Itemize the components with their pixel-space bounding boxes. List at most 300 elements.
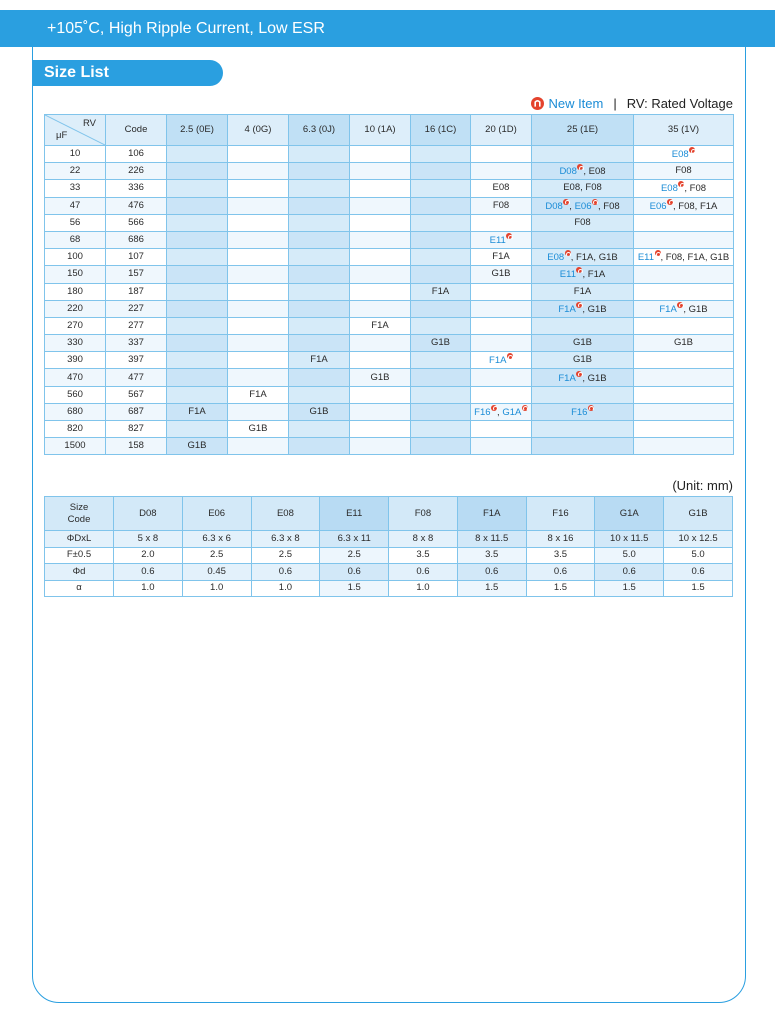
size-code: E08 [492,182,510,194]
size-cell [167,386,228,403]
size-code-column-header: E06 [182,497,251,531]
capacitance-code-cell: 336 [106,180,167,197]
size-code: F08 [689,183,707,195]
size-cell [228,386,289,403]
item-separator: , [597,200,604,212]
size-cell [350,146,411,163]
size-cell [167,352,228,369]
size-cell [167,300,228,317]
size-cell [289,266,350,283]
size-cell [411,403,471,420]
dimension-value-cell: 6.3 x 8 [251,531,320,548]
capacitance-code-cell: 827 [106,421,167,438]
size-code: G1B [572,354,592,366]
size-code: G1B [598,252,618,264]
size-cell [167,438,228,455]
size-cell [411,421,471,438]
item-separator: , [582,269,588,281]
size-cell [634,352,734,369]
legend-rated-voltage-label: RV: Rated Voltage [626,96,733,111]
size-cell [471,249,532,266]
size-cell [289,438,350,455]
size-cell [411,369,471,386]
item-separator: , [683,303,689,315]
capacitance-cell: 560 [45,386,106,403]
size-code: F1A [687,252,705,264]
size-cell [228,197,289,214]
size-cell [228,180,289,197]
size-cell [634,438,734,455]
size-cell [289,317,350,334]
size-cell [167,197,228,214]
size-cell [411,317,471,334]
size-cell [532,438,634,455]
section-title: Size List [44,64,109,81]
size-code-column-header: E08 [251,497,320,531]
new-item-icon [565,250,571,256]
table-row [45,163,734,180]
dimension-value-cell: 1.0 [182,580,251,597]
size-cell [471,197,532,214]
size-cell [167,283,228,300]
size-cell [167,403,228,420]
new-size-code: F1A [659,303,677,315]
diagonal-divider [45,115,105,145]
size-cell [350,163,411,180]
dimension-value-cell: 3.5 [389,547,458,564]
dimension-value-cell: 2.5 [182,547,251,564]
voltage-header: 35 (1V) [634,115,734,146]
capacitance-code-cell: 397 [106,352,167,369]
dimension-value-cell: 0.6 [320,564,389,581]
code-header-label: Code [67,513,91,525]
dimension-value-cell: 3.5 [526,547,595,564]
size-cell [289,335,350,352]
size-cell [471,231,532,248]
size-cell [411,214,471,231]
new-item-icon [576,371,582,377]
table-row [45,335,734,352]
size-cell [350,214,411,231]
item-separator: , [682,252,688,264]
size-code-column-header: D08 [114,497,183,531]
table-row [45,352,734,369]
capacitance-code-cell: 567 [106,386,167,403]
size-cell [228,146,289,163]
size-cell [350,283,411,300]
dimension-value-cell: 3.5 [457,547,526,564]
size-cell [634,163,734,180]
size-cell [471,163,532,180]
size-cell [228,300,289,317]
size-cell [634,283,734,300]
size-code: E08 [563,182,581,194]
dimension-value-cell: 8 x 16 [526,531,595,548]
size-cell [350,403,411,420]
size-cell [167,231,228,248]
size-cell [411,352,471,369]
table-row [45,214,734,231]
size-cell [532,283,634,300]
size-cell [167,163,228,180]
size-cell [532,300,634,317]
dimension-value-cell: 1.0 [389,580,458,597]
size-cell [471,214,532,231]
new-size-code: F1A [489,355,507,367]
size-cell [350,180,411,197]
size-list-header-row [45,115,734,146]
size-cell [634,335,734,352]
capacitance-code-cell: 566 [106,214,167,231]
new-size-code: F16 [571,406,588,418]
size-cell [634,421,734,438]
legend-separator: | [613,96,617,111]
size-cell [289,403,350,420]
size-cell [350,317,411,334]
size-cell [228,352,289,369]
item-separator: , [704,252,711,264]
capacitance-code-cell: 106 [106,146,167,163]
size-code: F1A [310,354,328,366]
new-size-code: F1A [558,372,576,384]
dimension-value-cell: 1.5 [595,580,664,597]
new-item-icon [576,302,582,308]
size-cell [228,214,289,231]
new-item-icon [563,199,569,205]
capacitance-code-cell: 277 [106,317,167,334]
size-cell [532,386,634,403]
new-item-icon [522,405,528,411]
capacitance-cell: 470 [45,369,106,386]
size-cell [532,231,634,248]
size-cell [228,283,289,300]
size-cell [167,249,228,266]
dimension-value-cell: 6.3 x 6 [182,531,251,548]
size-cell [411,335,471,352]
table-row [45,317,734,334]
new-size-code: D08 [545,200,563,212]
dimension-value-cell: 8 x 11.5 [457,531,526,548]
size-code: G1B [587,303,607,315]
dimension-label-cell: ΦDxL [45,531,114,548]
size-code: F1A [573,285,592,297]
size-cell [350,335,411,352]
size-cell [289,231,350,248]
dimension-value-cell: 5.0 [664,547,733,564]
size-cell [411,300,471,317]
size-code: G1B [710,252,730,264]
dimension-value-cell: 5.0 [595,547,664,564]
size-code: G1B [309,405,329,417]
size-cell [167,266,228,283]
capacitance-code-cell: 187 [106,283,167,300]
size-cell [532,317,634,334]
dimension-value-cell: 6.3 x 11 [320,531,389,548]
size-cell [228,249,289,266]
size-code: F1A [188,405,206,417]
size-code: E08 [588,166,606,178]
size-cell [289,352,350,369]
table-row [45,386,734,403]
size-cell [634,146,734,163]
size-code-header [45,497,114,531]
size-cell [532,146,634,163]
size-cell [289,214,350,231]
new-item-icon [506,233,512,239]
capacitance-cell: 1500 [45,438,106,455]
size-code-column-header: E11 [320,497,389,531]
size-cell [167,180,228,197]
table-row [45,547,733,564]
size-cell [228,438,289,455]
size-header-label: Size [69,501,89,513]
table-row [45,421,734,438]
capacitance-cell: 68 [45,231,106,248]
size-cell [228,163,289,180]
capacitance-code-cell: 686 [106,231,167,248]
dimension-value-cell: 1.5 [457,580,526,597]
size-cell [532,163,634,180]
table-row [45,580,733,597]
size-cell [411,266,471,283]
size-cell [471,369,532,386]
new-item-icon [531,97,544,110]
size-cell [167,214,228,231]
size-cell [532,214,634,231]
page-title: +105˚C, High Ripple Current, Low ESR [47,20,325,37]
size-cell [289,163,350,180]
new-item-icon [491,405,497,411]
size-code-column-header: F08 [389,497,458,531]
dimension-value-cell: 5 x 8 [114,531,183,548]
dimension-value-cell: 1.5 [664,580,733,597]
new-item-icon [689,147,695,153]
size-cell [634,249,734,266]
capacitance-code-cell: 227 [106,300,167,317]
dimension-value-cell: 1.0 [251,580,320,597]
size-cell [411,197,471,214]
table-row [45,369,734,386]
size-cell [228,403,289,420]
size-code: G1B [572,337,592,349]
item-separator: , [583,166,589,178]
size-cell [634,317,734,334]
size-cell [634,300,734,317]
dimension-value-cell: 0.6 [526,564,595,581]
size-cell [228,369,289,386]
size-code: F1A [371,319,389,331]
voltage-header: 25 (1E) [532,115,634,146]
size-cell [167,146,228,163]
dimensions-header-row [45,497,733,531]
item-separator: , [694,200,700,212]
size-cell [350,352,411,369]
dimension-label-cell: α [45,580,114,597]
size-cell [350,369,411,386]
table-row [45,197,734,214]
size-cell [289,197,350,214]
size-cell [532,266,634,283]
item-separator: , [569,200,575,212]
dimension-value-cell: 0.6 [114,564,183,581]
size-code-column-header: G1B [664,497,733,531]
dimension-value-cell: 0.6 [664,564,733,581]
size-code: G1B [688,303,708,315]
size-cell [471,438,532,455]
dimension-label-cell: F±0.5 [45,547,114,564]
voltage-header: 20 (1D) [471,115,532,146]
size-cell [411,283,471,300]
size-cell [228,335,289,352]
size-cell [411,386,471,403]
size-cell [532,335,634,352]
size-cell [350,386,411,403]
size-code: F08 [574,216,591,228]
size-cell [228,317,289,334]
dimension-value-cell: 10 x 12.5 [664,531,733,548]
size-code: F08 [665,252,683,264]
size-cell [471,352,532,369]
capacitance-code-cell: 687 [106,403,167,420]
size-cell [634,214,734,231]
size-code: F08 [603,200,620,212]
item-separator: , [582,372,588,384]
new-item-icon [667,199,673,205]
capacitance-cell: 180 [45,283,106,300]
item-separator: , [497,406,503,418]
size-cell [634,231,734,248]
size-cell [350,300,411,317]
new-size-code: F1A [558,303,576,315]
table-row [45,403,734,420]
size-cell [634,197,734,214]
size-cell [289,146,350,163]
size-cell [289,386,350,403]
capacitance-cell: 220 [45,300,106,317]
item-separator: , [570,252,576,264]
size-cell [228,231,289,248]
size-cell [411,163,471,180]
new-size-code: D08 [559,166,577,178]
size-code: G1B [187,440,207,452]
new-size-code: E11 [489,235,506,247]
size-code: F1A [575,252,594,264]
size-cell [289,283,350,300]
item-separator: , [582,303,588,315]
size-cell [289,249,350,266]
new-item-icon [677,302,683,308]
table-row [45,180,734,197]
capacitance-cell: 47 [45,197,106,214]
size-cell [289,421,350,438]
size-code: F1A [492,251,510,263]
size-code: F1A [249,388,267,400]
header-banner [0,10,775,47]
new-item-icon [577,164,583,170]
size-cell [350,266,411,283]
size-cell [471,146,532,163]
dimension-value-cell: 0.6 [251,564,320,581]
dimension-value-cell: 10 x 11.5 [595,531,664,548]
size-cell [471,421,532,438]
new-size-code: E06 [649,200,667,212]
size-cell [411,231,471,248]
size-code: F1A [699,200,718,212]
dimension-value-cell: 1.0 [114,580,183,597]
dimensions-table [44,496,733,597]
new-item-icon [655,250,661,256]
corner-header-cell [45,115,106,146]
size-cell [471,386,532,403]
new-item-icon [592,199,598,205]
new-size-code: E08 [660,183,678,195]
item-separator: , [673,200,679,212]
table-row [45,564,733,581]
size-cell [411,249,471,266]
dimension-value-cell: 0.45 [182,564,251,581]
dimension-value-cell: 0.6 [595,564,664,581]
capacitance-cell: 10 [45,146,106,163]
capacitance-cell: 100 [45,249,106,266]
size-cell [471,335,532,352]
table-row [45,249,734,266]
rated-voltage-axis-label: RV [82,118,96,129]
capacitance-code-cell: 477 [106,369,167,386]
size-cell [167,335,228,352]
new-size-code: G1A [502,406,522,418]
size-cell [289,300,350,317]
size-cell [350,197,411,214]
capacitance-code-cell: 476 [106,197,167,214]
capacitance-code-cell: 158 [106,438,167,455]
new-item-icon [588,405,594,411]
dimension-value-cell: 2.0 [114,547,183,564]
size-code: G1B [248,423,268,435]
size-code-column-header: G1A [595,497,664,531]
size-cell [532,249,634,266]
new-item-icon [507,353,513,359]
size-list-table [44,114,734,455]
size-code: F08 [678,200,695,212]
size-cell [167,421,228,438]
new-size-code: F16 [474,406,491,418]
capacitance-cell: 56 [45,214,106,231]
capacitance-axis-label: μF [56,130,68,141]
item-separator: , [580,182,586,194]
size-cell [532,197,634,214]
section-tab [32,60,223,86]
size-cell [228,266,289,283]
size-cell [167,369,228,386]
legend [531,95,733,112]
size-cell [350,421,411,438]
new-size-code: E08 [671,149,689,161]
size-cell [289,369,350,386]
size-cell [167,317,228,334]
capacitance-cell: 330 [45,335,106,352]
size-cell [634,403,734,420]
table-row [45,300,734,317]
capacitance-cell: 270 [45,317,106,334]
unit-note: (Unit: mm) [672,478,733,493]
size-cell [471,403,532,420]
size-cell [634,369,734,386]
dimension-value-cell: 0.6 [389,564,458,581]
size-cell [289,180,350,197]
size-cell [350,249,411,266]
new-size-code: E08 [547,252,565,264]
capacitance-cell: 33 [45,180,106,197]
